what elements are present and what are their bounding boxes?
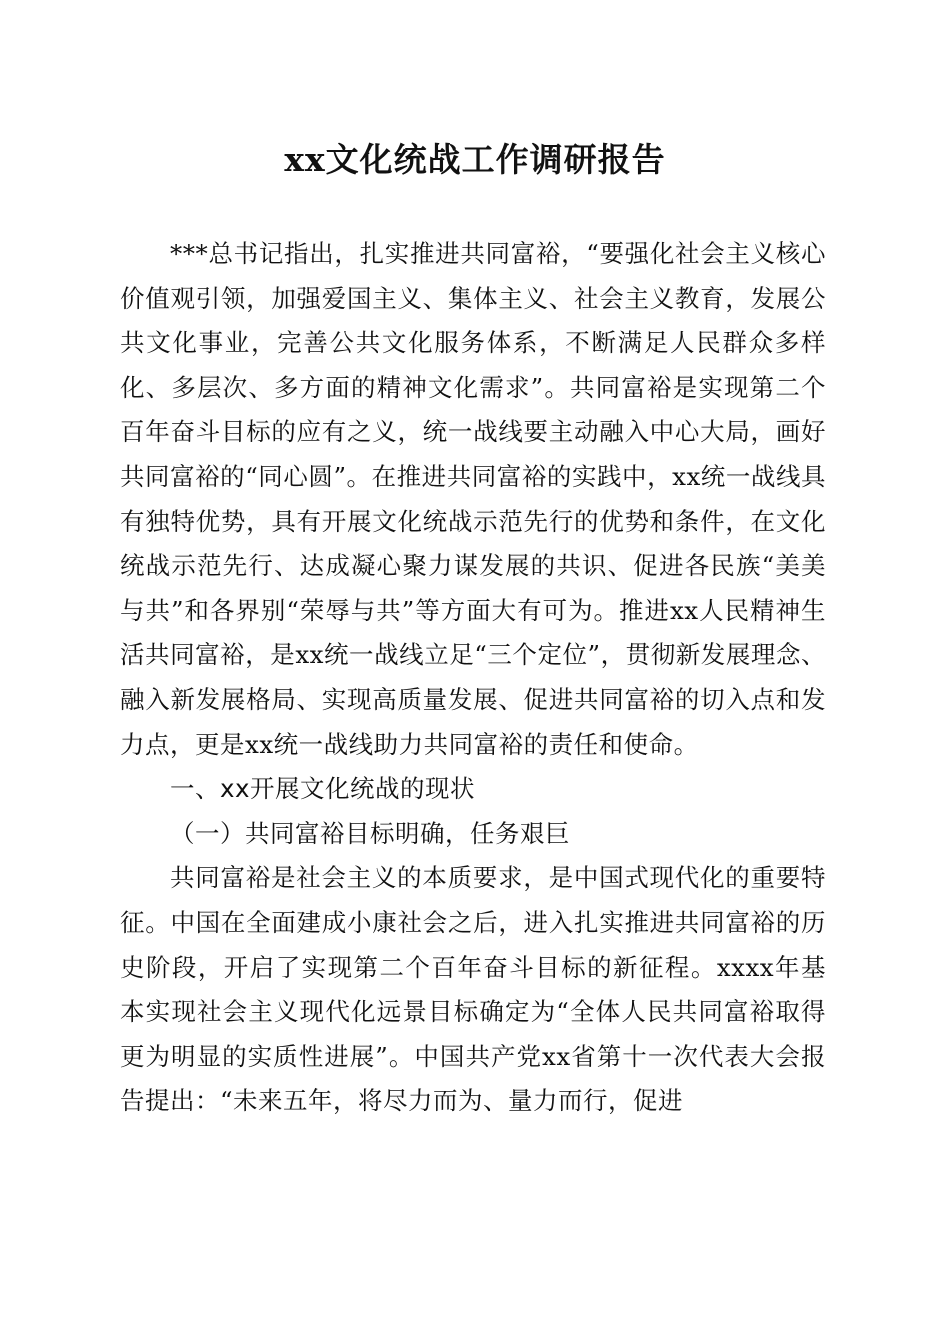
section-heading-1: 一、xx开展文化统战的现状 [170,774,475,804]
intro-paragraph: ***总书记指出，扎实推进共同富裕，“要强化社会主义核心价值观引领，加强爱国主义、集体主义、社会主义教育，发展公共文化事业，完善公共文化服务体系，不断满足人民群众多样化、多层次、多方面的精神文化需求”。共同富裕是实现第二个百年奋斗目标的应有之义，统一战线要主动融入中心大局，画好共同富裕的“同心圆”。在推进共同富裕的实践中，xx统一战线具有独特优势，具有开展文化统战示范先行的优势和条件，在文化统战示范先行、达成凝心聚力谋发展的共识、促进各民族“美美与共”和各界别“荣辱与共”等方面大有可为。推进xx人民精神生活共同富裕，是xx统一战线立足“三个定位”，贯彻新发展理念、融入新发展格局、实现高质量发展、促进共同富裕的切入点和发力点，更是xx统一战线助力共同富裕的责任和使命。 [120,239,826,759]
document-body [120,232,826,1124]
subsection-heading-1: （一）共同富裕目标明确，任务艰巨 [170,818,570,848]
document-title: xx文化统战工作调研报告 [284,140,666,179]
body-paragraph-2: 共同富裕是社会主义的本质要求，是中国式现代化的重要特征。中国在全面建成小康社会之后，进入扎实推进共同富裕的历史阶段，开启了实现第二个百年奋斗目标的新征程。xxxx年基本实现社会主义现代化远景目标确定为“全体人民共同富裕取得更为明显的实质性进展”。中国共产党xx省第十一次代表大会报告提出：“未来五年，将尽力而为、量力而行，促进 [120,863,826,1116]
